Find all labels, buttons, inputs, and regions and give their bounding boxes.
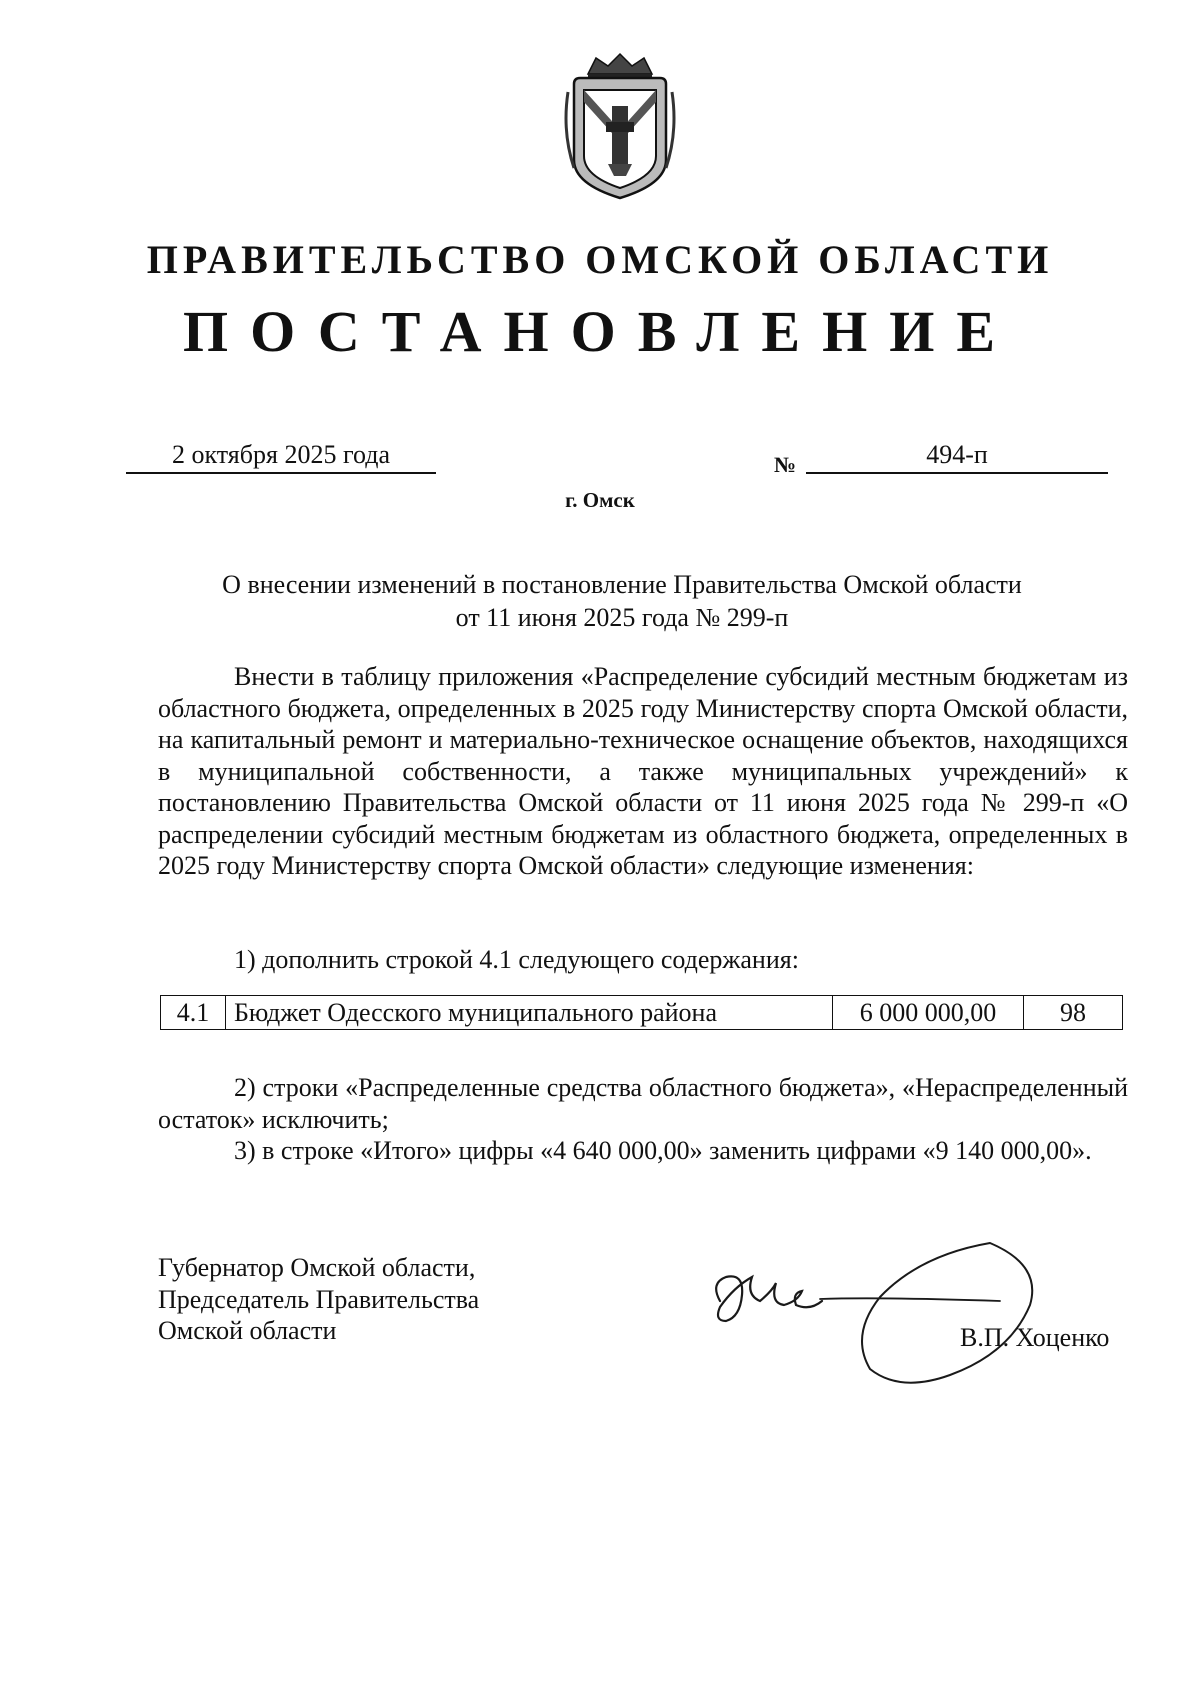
- item-2: 2) строки «Распределенные средства областного бюджета», «Нераспределенный остаток» исключить;: [158, 1073, 1128, 1134]
- signatory-title-line-3: Омской области: [158, 1316, 337, 1345]
- signatory-name: В.П. Хоценко: [960, 1323, 1110, 1352]
- table-row: [161, 996, 1123, 1030]
- row-number-cell: 4.1: [161, 996, 226, 1030]
- insert-row-table: [160, 995, 1123, 1030]
- subject-line-2: от 11 июня 2025 года № 299-п: [455, 603, 789, 632]
- signatory-title-line-2: Председатель Правительства: [158, 1284, 480, 1314]
- signatory-title-line-1: Губернатор Омской области,: [158, 1253, 476, 1282]
- item-1: 1) дополнить строкой 4.1 следующего содержания:: [234, 945, 799, 974]
- government-title: ПРАВИТЕЛЬСТВО ОМСКОЙ ОБЛАСТИ: [146, 237, 1054, 282]
- number-sign: №: [774, 452, 797, 477]
- document-subject: [160, 568, 1084, 634]
- subject-line-1: О внесении изменений в постановление Правительства Омской области: [222, 570, 1022, 599]
- handwritten-signature-icon: [700, 1225, 1120, 1395]
- row-percent-cell: 98: [1024, 996, 1123, 1030]
- item-3: 3) в строке «Итого» цифры «4 640 000,00» заменить цифрами «9 140 000,00».: [234, 1136, 1092, 1165]
- signatory-title: [158, 1252, 479, 1347]
- document-number: 494-п: [806, 440, 1108, 474]
- row-sum-cell: 6 000 000,00: [833, 996, 1024, 1030]
- row-name-cell: Бюджет Одесского муниципального района: [226, 996, 833, 1030]
- document-date: 2 октября 2025 года: [126, 440, 436, 474]
- intro-paragraph: Внести в таблицу приложения «Распределение субсидий местным бюджетам из областного бюджета, определенных в 2025 году Министерству спорта Омской области, на капитальный ремонт и материально-техническое оснащение объектов, находящихся в муниципальной собственности, а также муниципальных учреждений» к постановлению Правительства Омской области от 11 июня 2025 года № 299-п «О распределении субсидий местным бюджетам из областного бюджета, определенных в 2025 году Министерству спорта Омской области» следующие изменения:: [158, 662, 1128, 880]
- city: г. Омск: [565, 488, 635, 512]
- document-type-title: ПОСТАНОВЛЕНИЕ: [182, 299, 1018, 364]
- omsk-region-coat-of-arms-icon: [560, 52, 680, 202]
